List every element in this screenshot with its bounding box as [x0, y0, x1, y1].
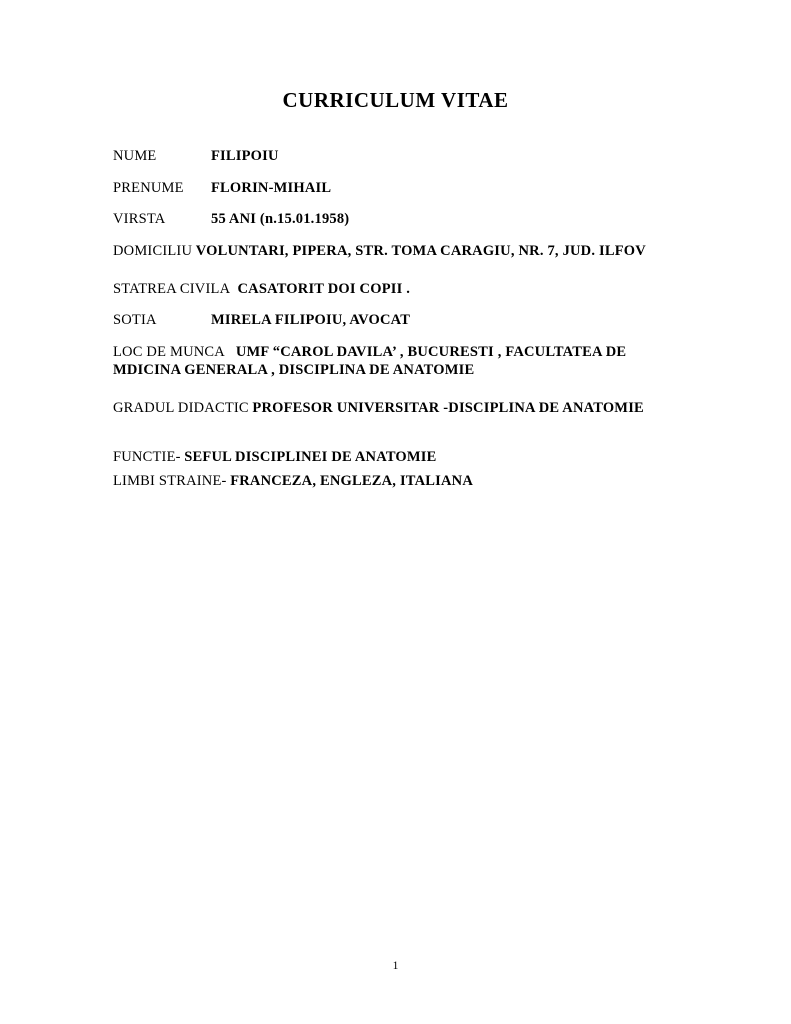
- field-value-nume: FILIPOIU: [211, 148, 279, 164]
- field-row-nume: [113, 148, 693, 166]
- field-value-sotia: MIRELA FILIPOIU, AVOCAT: [211, 312, 411, 329]
- field-row-sotia: [113, 312, 693, 330]
- field-value-starea-civila: CASATORIT DOI COPII .: [237, 280, 411, 297]
- field-row-gradul-didactic: [113, 400, 693, 418]
- field-value-functie: SEFUL DISCIPLINEI DE ANATOMIE: [184, 449, 437, 466]
- page-title: CURRICULUM VITAE: [282, 88, 509, 112]
- field-label-sotia: SOTIA: [113, 312, 157, 329]
- field-row-functie: [113, 449, 693, 467]
- field-row-starea-civila: [113, 281, 693, 299]
- field-label-nume: NUME: [113, 148, 157, 164]
- cv-fields-block: [113, 148, 693, 509]
- field-label-starea-civila: STATREA CIVILA: [113, 280, 231, 297]
- field-value-loc-de-munca: UMF “CAROL DAVILA’ , BUCURESTI , FACULTATEA DE MDICINA GENERALA , DISCIPLINA DE ANATOMIE: [113, 344, 627, 378]
- field-label-gradul-didactic: GRADUL DIDACTIC: [113, 399, 249, 416]
- field-row-domiciliu: [113, 243, 693, 261]
- field-label-prenume: PRENUME: [113, 179, 184, 196]
- field-row-virsta: [113, 211, 693, 229]
- field-row-limbi-straine: [113, 473, 693, 491]
- field-label-virsta: VIRSTA: [113, 211, 166, 228]
- field-value-domiciliu: VOLUNTARI, PIPERA, STR. TOMA CARAGIU, NR. 7, JUD. ILFOV: [195, 243, 646, 260]
- field-value-prenume: FLORIN-MIHAIL: [211, 179, 332, 196]
- field-label-functie: FUNCTIE-: [113, 449, 181, 466]
- field-row-prenume: [113, 180, 693, 198]
- field-label-loc-de-munca: LOC DE MUNCA: [113, 344, 225, 361]
- field-label-limbi-straine: LIMBI STRAINE-: [113, 472, 227, 489]
- page-number: 1: [392, 960, 399, 972]
- field-value-virsta: 55 ANI (n.15.01.1958): [211, 211, 350, 228]
- field-label-domiciliu: DOMICILIU: [113, 243, 193, 260]
- field-value-gradul-didactic: PROFESOR UNIVERSITAR -DISCIPLINA DE ANATOMIE: [252, 399, 644, 416]
- field-row-loc-de-munca: [113, 344, 693, 379]
- field-value-limbi-straine: FRANCEZA, ENGLEZA, ITALIANA: [230, 472, 473, 489]
